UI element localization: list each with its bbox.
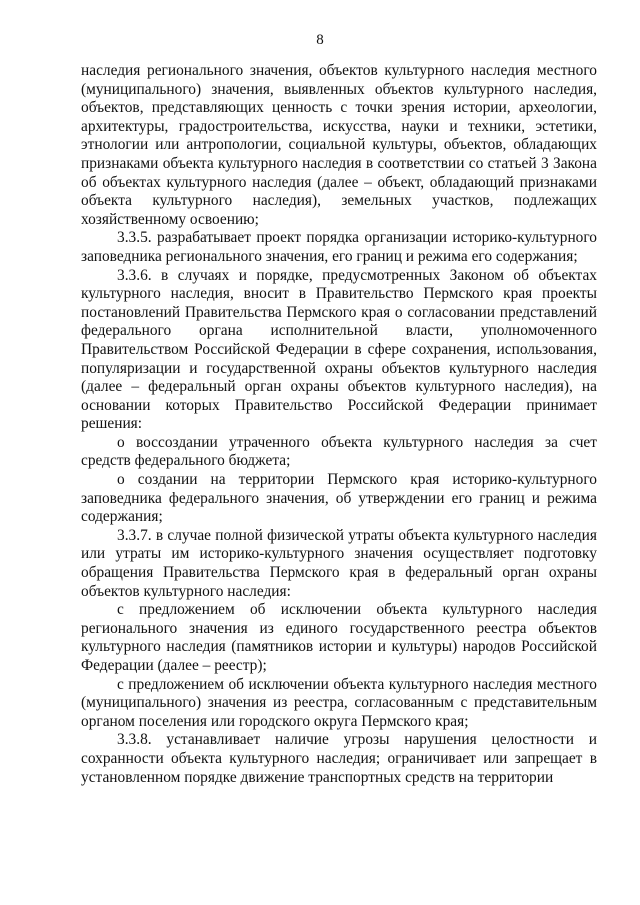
- list-item-reserve-creation: о создании на территории Пермского края историко-культурного заповедника федерального значения, об утверждении его границ и режима содержания;: [81, 471, 597, 526]
- page-number: 8: [316, 32, 324, 48]
- list-item-regional-exclusion: с предложением об исключении объекта культурного наследия регионального значения из единого государственного реестра объектов культурного наследия (памятников истории и культуры) народов Российской Федерации (далее – реестр);: [81, 601, 597, 674]
- list-item-reconstruction: о воссоздании утраченного объекта культурного наследия за счет средств федерального бюджета;: [81, 433, 597, 470]
- paragraph-3-3-7: 3.3.7. в случае полной физической утраты объекта культурного наследия или утраты им историко-культурного значения осуществляет подготовку обращения Правительства Пермского края в федеральный орган охраны объектов культурного наследия:: [81, 526, 597, 600]
- list-item-local-exclusion: с предложением об исключении объекта культурного наследия местного (муниципального) значения из реестра, согласованным с представительным органом поселения или городского округа Пермского края;: [81, 675, 597, 730]
- paragraph-3-3-8: 3.3.8. устанавливает наличие угрозы нарушения целостности и сохранности объекта культурного наследия; ограничивает или запрещает в установленном порядке движение транспортных средств на территории: [81, 731, 597, 786]
- paragraph-3-3-5: 3.3.5. разрабатывает проект порядка организации историко-культурного заповедника регионального значения, его границ и режима его содержания;: [81, 229, 597, 265]
- paragraph-continuation: наследия регионального значения, объектов культурного наследия местного (муниципального) значения, выявленных объектов культурного наследия, объектов, представляющих ценность с точки зрения истории, археологии, архитектуры, градостроительства, искусства, науки и техники, эстетики, этнологии или антропологии, социальной культуры, объектов, обладающих признаками объекта культурного наследия в соответствии со статьей 3 Закона об объектах культурного наследия (далее – объект, обладающий признаками объекта культурного наследия), земельных участков, подлежащих хозяйственному освоению;: [81, 62, 597, 228]
- paragraph-3-3-6: 3.3.6. в случаях и порядке, предусмотренных Законом об объектах культурного наследия, вносит в Правительство Пермского края проекты постановлений Правительства Пермского края о согласовании представлений федерального органа исполнительной власти, уполномоченного Правительством Российской Федерации в сфере сохранения, использования, популяризации и государственной охраны объектов культурного наследия (далее – федеральный орган охраны объектов культурного наследия), на основании которых Правительство Российской Федерации принимает решения:: [81, 266, 597, 433]
- document-body: [81, 62, 597, 787]
